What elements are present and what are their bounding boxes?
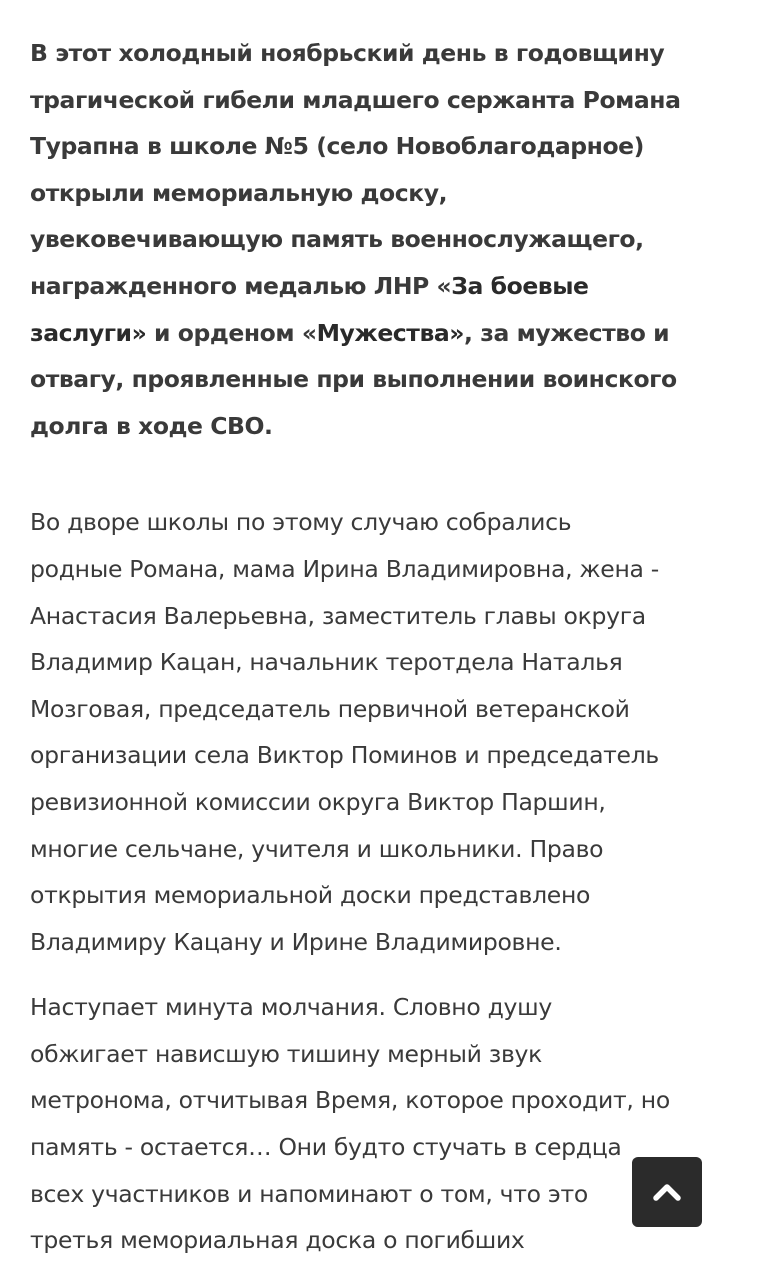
medal-name: За боевые bbox=[451, 271, 589, 300]
chevron-up-icon bbox=[650, 1175, 684, 1209]
text-line: третья мемориальная доска о погибших bbox=[30, 1226, 525, 1255]
text-line: В этот холодный ноябрьский день в годовщину bbox=[30, 39, 665, 67]
text-line: память - остается… Они будто стучать в сердца bbox=[30, 1133, 622, 1162]
text-line: отвагу, проявленные при выполнении воинского bbox=[30, 365, 677, 394]
text-line: Турапна в школе №5 (село Новоблагодарное) bbox=[30, 132, 644, 161]
text-line: многие сельчане, учителя и школьники. Право bbox=[30, 834, 604, 863]
text-line bbox=[30, 263, 745, 310]
text-line: обжигает нависшую тишину мерный звук bbox=[30, 1039, 543, 1068]
text-line: долга в ходе СВО. bbox=[30, 411, 273, 440]
text-line: метронома, отчитывая Время, которое проходит, но bbox=[30, 1086, 670, 1115]
text-line: открыли мемориальную доску, bbox=[30, 178, 448, 207]
text-segment: и орденом « bbox=[146, 318, 317, 347]
scroll-to-top-button[interactable] bbox=[632, 1157, 702, 1227]
text-line: открытия мемориальной доски представлено bbox=[30, 881, 591, 910]
text-line: Владимир Кацан, начальник теротдела Наталья bbox=[30, 648, 623, 677]
text-segment: , за мужество и bbox=[464, 318, 670, 347]
text-line: трагической гибели младшего сержанта Романа bbox=[30, 85, 681, 114]
text-line: ревизионной комиссии округа Виктор Паршин, bbox=[30, 787, 606, 816]
text-line: Во дворе школы по этому случаю собрались bbox=[30, 508, 572, 537]
text-line: Наступает минута молчания. Словно душу bbox=[30, 993, 552, 1022]
text-line: организации села Виктор Поминов и председатель bbox=[30, 741, 659, 770]
text-line: увековечивающую память военнослужащего, bbox=[30, 225, 644, 254]
text-line bbox=[30, 310, 745, 357]
text-line: родные Романа, мама Ирина Владимировна, жена - bbox=[30, 554, 659, 583]
text-line: Владимиру Кацану и Ирине Владимировне. bbox=[30, 927, 562, 956]
text-line: Анастасия Валерьевна, заместитель главы округа bbox=[30, 601, 646, 630]
article-lead-paragraph bbox=[30, 30, 745, 449]
article-body bbox=[30, 30, 745, 1264]
order-name: Мужества» bbox=[316, 318, 465, 347]
medal-name-end: заслуги» bbox=[30, 318, 147, 347]
article-paragraph-2 bbox=[30, 499, 745, 965]
text-line: Мозговая, председатель первичной ветеранской bbox=[30, 694, 630, 723]
text-line: всех участников и напоминают о том, что это bbox=[30, 1179, 588, 1208]
text-segment: награжденного медалью ЛНР « bbox=[30, 271, 452, 300]
